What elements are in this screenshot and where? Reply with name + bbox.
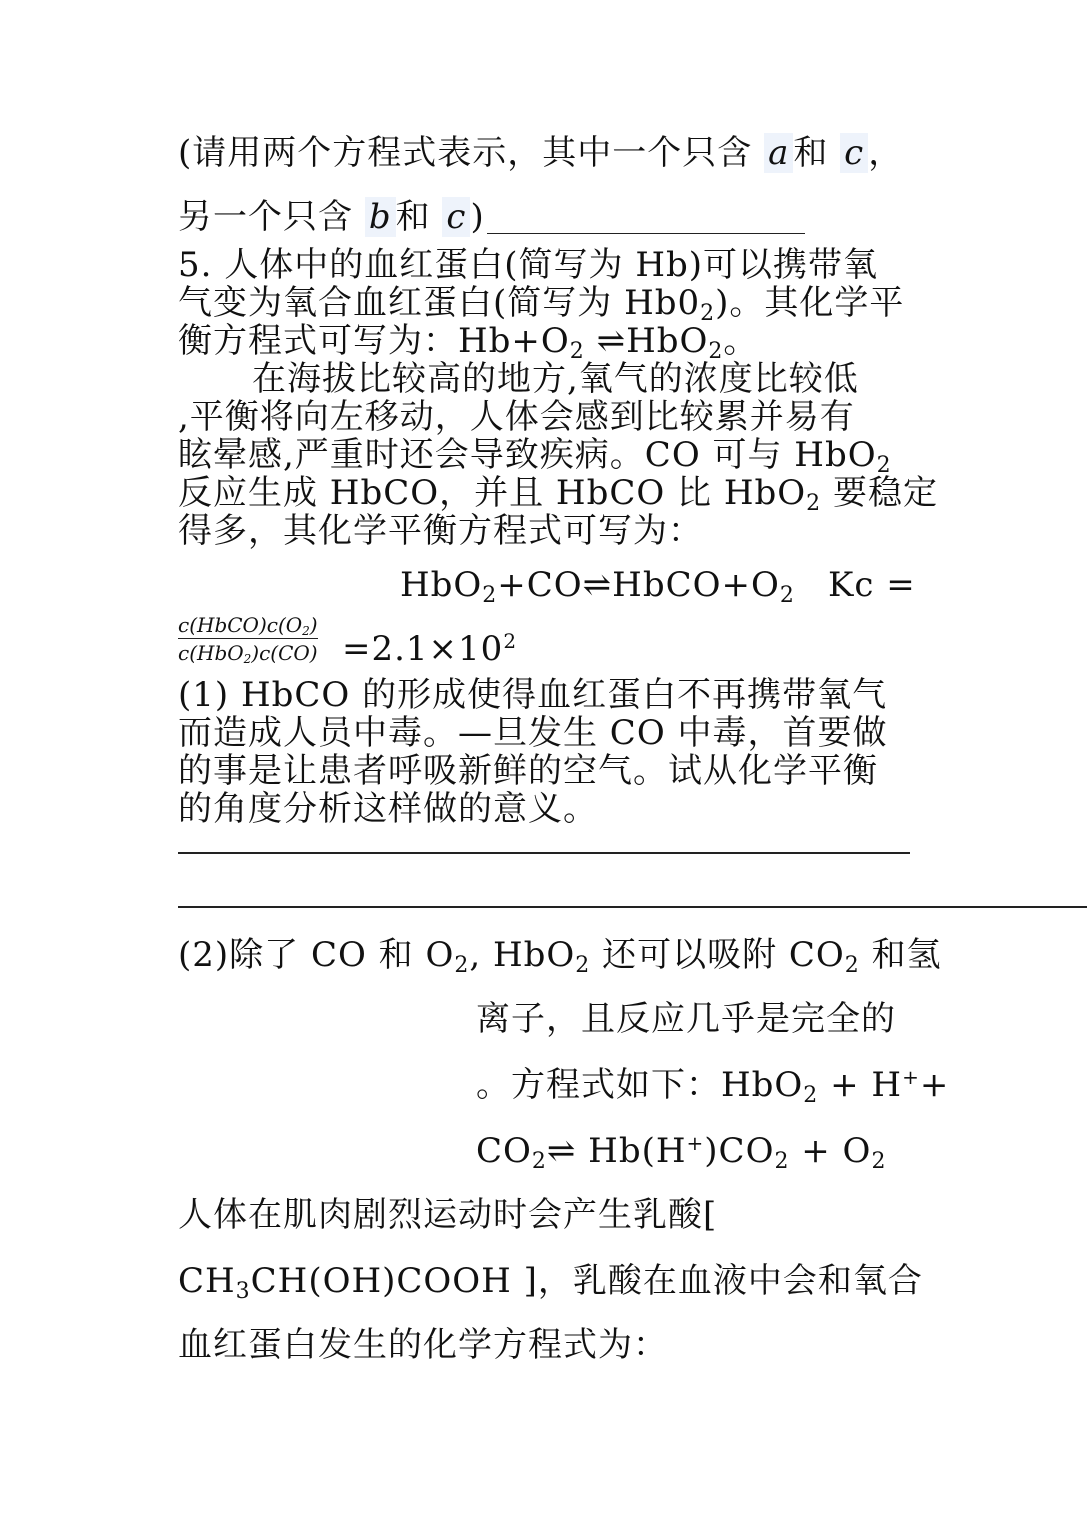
q5-line-8: 得多，其化学平衡方程式可写为： [178, 511, 703, 551]
text: )。其化学平 [715, 283, 905, 323]
text: 和氢 [859, 935, 942, 975]
subscript: 3 [235, 1279, 251, 1304]
q5-line-5: ,平衡将向左移动，人体会感到比较累并易有 [178, 397, 855, 437]
subscript: 2 [454, 953, 470, 978]
text: (2)除了 CO 和 O [178, 935, 455, 975]
q5-line-4: 在海拔比较高的地方,氧气的浓度比较低 [252, 359, 859, 399]
part2-line-6 [178, 1261, 923, 1304]
variable-b: b [365, 197, 396, 237]
subscript: 2 [302, 624, 310, 638]
q5-line-2 [178, 283, 905, 326]
text: CO [476, 1131, 532, 1171]
answer-blank[interactable] [487, 233, 805, 234]
part1-line-1: (1) HbCO 的形成使得血红蛋白不再携带氧气 [178, 675, 888, 715]
subscript: 2 [871, 1149, 887, 1174]
variable-c: c [442, 197, 470, 237]
text: 要稳定 [821, 473, 938, 513]
subscript: 2 [708, 339, 724, 364]
text: CH [178, 1261, 236, 1301]
text: )c(CO) [251, 641, 318, 665]
text: 气变为氧合血红蛋白(简写为 Hb0 [178, 283, 701, 323]
part1-line-2: 而造成人员中毒。—旦发生 CO 中毒，首要做 [178, 713, 888, 753]
subscript: 2 [575, 953, 591, 978]
text: 衡方程式可写为：Hb+O [178, 321, 570, 361]
text: 还可以吸附 CO [590, 935, 845, 975]
subscript: 2 [569, 339, 585, 364]
text: ⇌HbO [584, 321, 709, 361]
part1-line-3: 的事是让患者呼吸新鲜的空气。试从化学平衡 [178, 751, 878, 791]
part2-line-7: 血红蛋白发生的化学方程式为： [178, 1325, 668, 1365]
text: 。 [723, 321, 759, 361]
text: + [919, 1065, 950, 1105]
subscript: 2 [774, 1149, 790, 1174]
kc-value [342, 630, 517, 668]
superscript: 2 [503, 629, 518, 653]
q5-line-3 [178, 321, 759, 364]
subscript: 2 [876, 453, 892, 478]
text: ， [868, 133, 904, 173]
text: 另一个只含 [178, 197, 353, 237]
subscript: 2 [806, 491, 822, 516]
variable-c: c [840, 133, 868, 173]
text: 反应生成 HbCO，并且 HbCO 比 HbO [178, 473, 807, 513]
text: +CO⇌HbCO+O [497, 565, 780, 605]
part2-line-4 [476, 1131, 887, 1174]
text: + O [789, 1131, 872, 1171]
text: 和 [395, 197, 431, 237]
variable-a: a [764, 133, 793, 173]
superscript: + [686, 1131, 705, 1155]
kc-label: Kc = [828, 565, 916, 605]
subscript: 2 [482, 583, 498, 608]
part1-line-4: 的角度分析这样做的意义。 [178, 789, 598, 829]
q4-line-2 [178, 198, 805, 236]
superscript: + [902, 1065, 920, 1089]
text: 和 [793, 133, 829, 173]
answer-line-1[interactable] [178, 852, 910, 854]
answer-line-2[interactable] [178, 906, 1087, 908]
text: 。方程式如下：HbO [476, 1065, 804, 1105]
subscript: 2 [779, 583, 795, 608]
equilibrium-equation [400, 565, 795, 608]
part2-line-3 [476, 1065, 950, 1108]
text: )CO [704, 1131, 775, 1171]
subscript: 2 [803, 1083, 819, 1108]
text: HbO [400, 565, 483, 605]
subscript: 2 [844, 953, 860, 978]
text: c(HbO [178, 641, 244, 665]
part2-line-2: 离子，且反应几乎是完全的 [476, 999, 896, 1039]
text: + H [818, 1065, 903, 1105]
text: , HbO [469, 935, 576, 975]
text: =2.1×10 [342, 629, 504, 669]
fraction-denominator [178, 639, 318, 664]
q4-line-1 [178, 134, 903, 172]
q5-line-1: 5. 人体中的血红蛋白(简写为 Hb)可以携带氧 [178, 245, 878, 285]
text: CH(OH)COOH ]，乳酸在血液中会和氧合 [250, 1261, 923, 1301]
subscript: 2 [243, 652, 252, 666]
text: ⇌ Hb(H [546, 1131, 687, 1171]
q5-line-7 [178, 473, 938, 516]
subscript: 2 [700, 301, 716, 326]
fraction-numerator [178, 614, 318, 639]
part2-line-5: 人体在肌肉剧烈运动时会产生乳酸[ [178, 1195, 718, 1235]
text: ) [470, 197, 485, 237]
q5-line-6 [178, 435, 892, 478]
text: ) [309, 613, 318, 637]
subscript: 2 [531, 1149, 547, 1174]
kc-fraction [178, 614, 318, 664]
part2-line-1 [178, 935, 942, 978]
text: c(HbCO)c(O [178, 613, 303, 637]
text: (请用两个方程式表示，其中一个只含 [178, 133, 753, 173]
text: 眩晕感,严重时还会导致疾病。CO 可与 HbO [178, 435, 877, 475]
